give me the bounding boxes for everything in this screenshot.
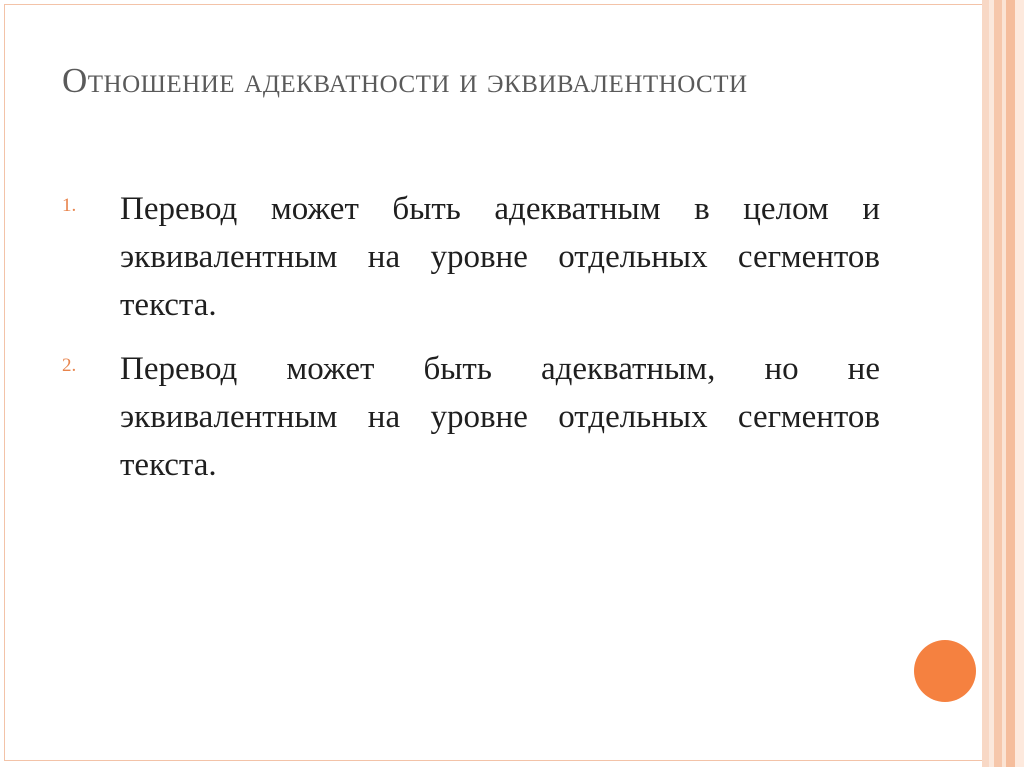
decorative-stripe xyxy=(982,0,989,767)
list-item xyxy=(62,345,880,489)
decorative-stripe xyxy=(994,0,1002,767)
list-item-text: Перевод может быть адекватным, но не эквивалентным на уровне отдельных сегментов текста. xyxy=(120,351,880,483)
list-item xyxy=(62,185,880,329)
numbered-list xyxy=(62,185,880,505)
list-item-text: Перевод может быть адекватным в целом и эквивалентным на уровне отдельных сегментов текста. xyxy=(120,191,880,323)
decorative-stripe xyxy=(1015,0,1024,767)
decorative-stripe xyxy=(1006,0,1015,767)
list-item-number: 1. xyxy=(62,195,77,216)
decorative-circle-icon xyxy=(914,640,976,702)
slide-title: Отношение адекватности и эквивалентности xyxy=(62,61,748,100)
list-item-number: 2. xyxy=(62,355,77,376)
